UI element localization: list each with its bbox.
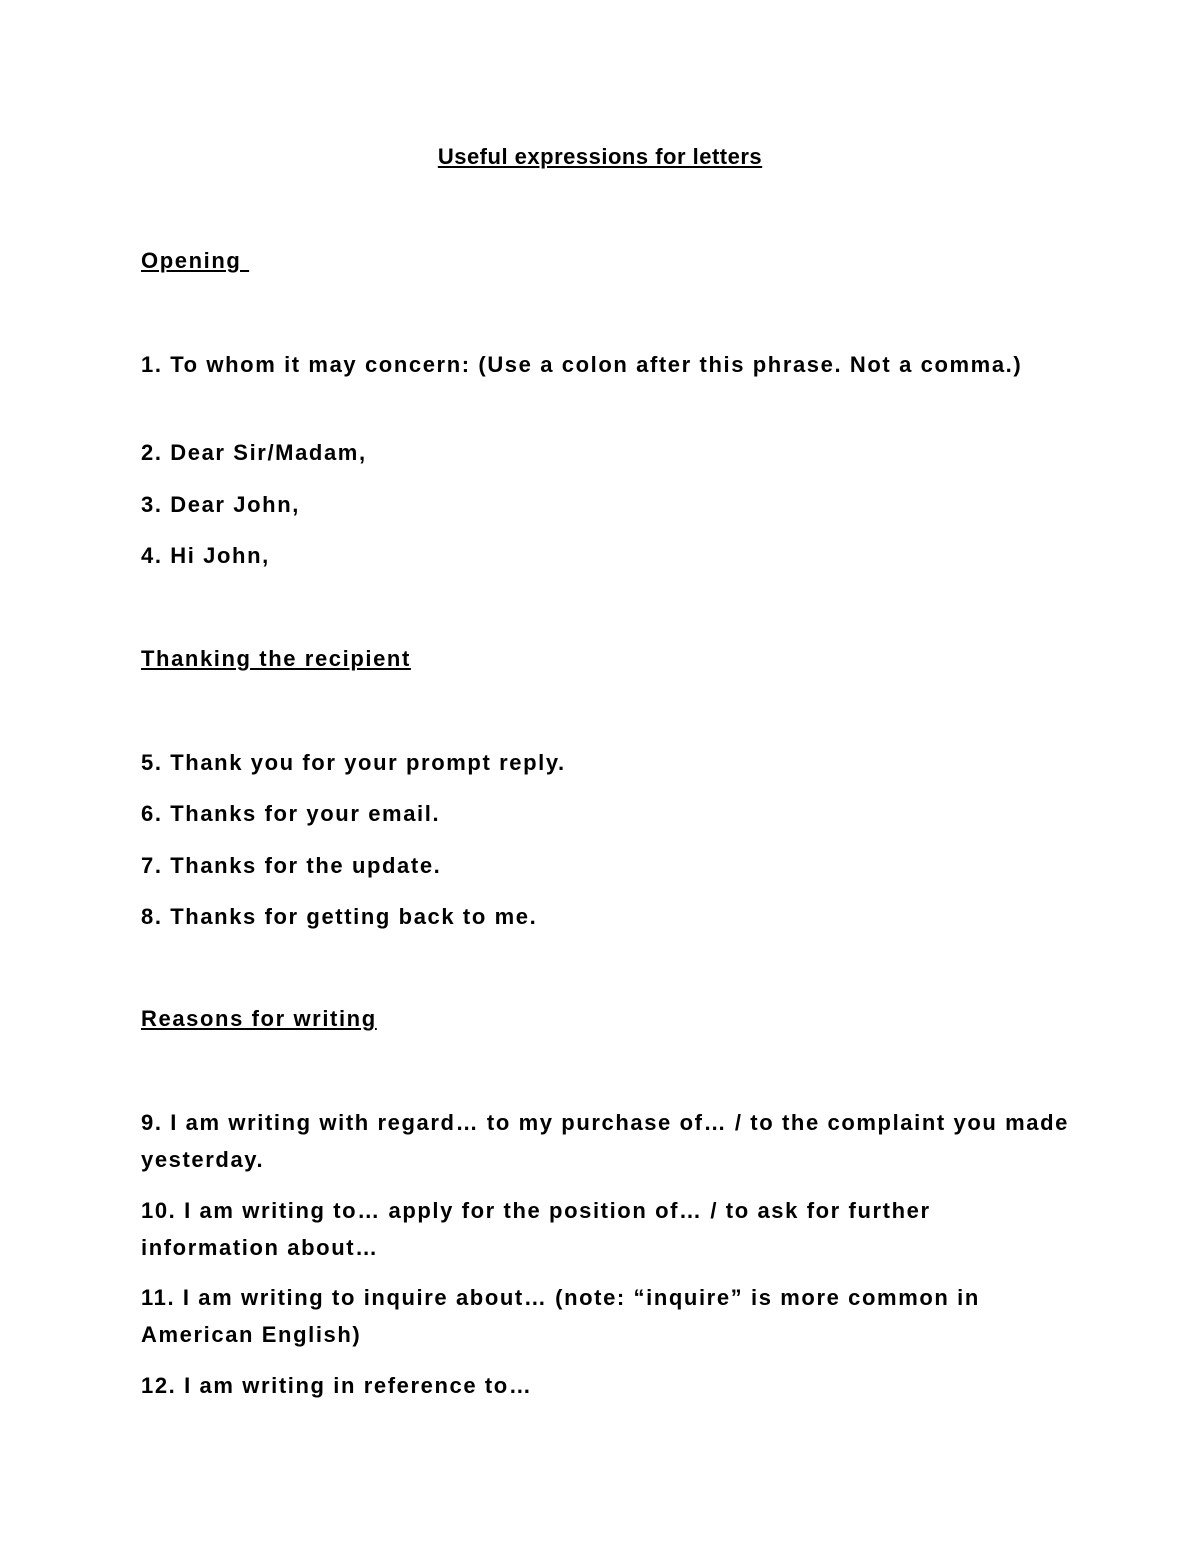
page-title: Useful expressions for letters [437,144,763,169]
list-item: 7. Thanks for the update. [141,853,442,878]
list-item: 10. I am writing to… apply for the position of… / to ask for further information about… [141,1198,931,1260]
list-item: 5. Thank you for your prompt reply. [141,750,566,775]
section-heading-reasons: Reasons for writing [141,1006,377,1031]
list-item: 1. To whom it may concern: (Use a colon after this phrase. Not a comma.) [141,352,1023,377]
section-heading-opening: Opening [141,248,250,273]
list-item: 6. Thanks for your email. [141,801,441,826]
list-item: 12. I am writing in reference to… [141,1373,533,1398]
list-item: 2. Dear Sir/Madam, [141,440,367,465]
list-item: 4. Hi John, [141,543,270,568]
section-heading-thanking: Thanking the recipient [141,646,411,671]
list-item: 11. I am writing to inquire about… (note: “inquire” is more common in American English) [141,1285,980,1347]
list-item: 3. Dear John, [141,492,300,517]
list-item: 9. I am writing with regard… to my purchase of… / to the complaint you made yesterday. [141,1110,1070,1172]
list-item: 8. Thanks for getting back to me. [141,904,538,929]
